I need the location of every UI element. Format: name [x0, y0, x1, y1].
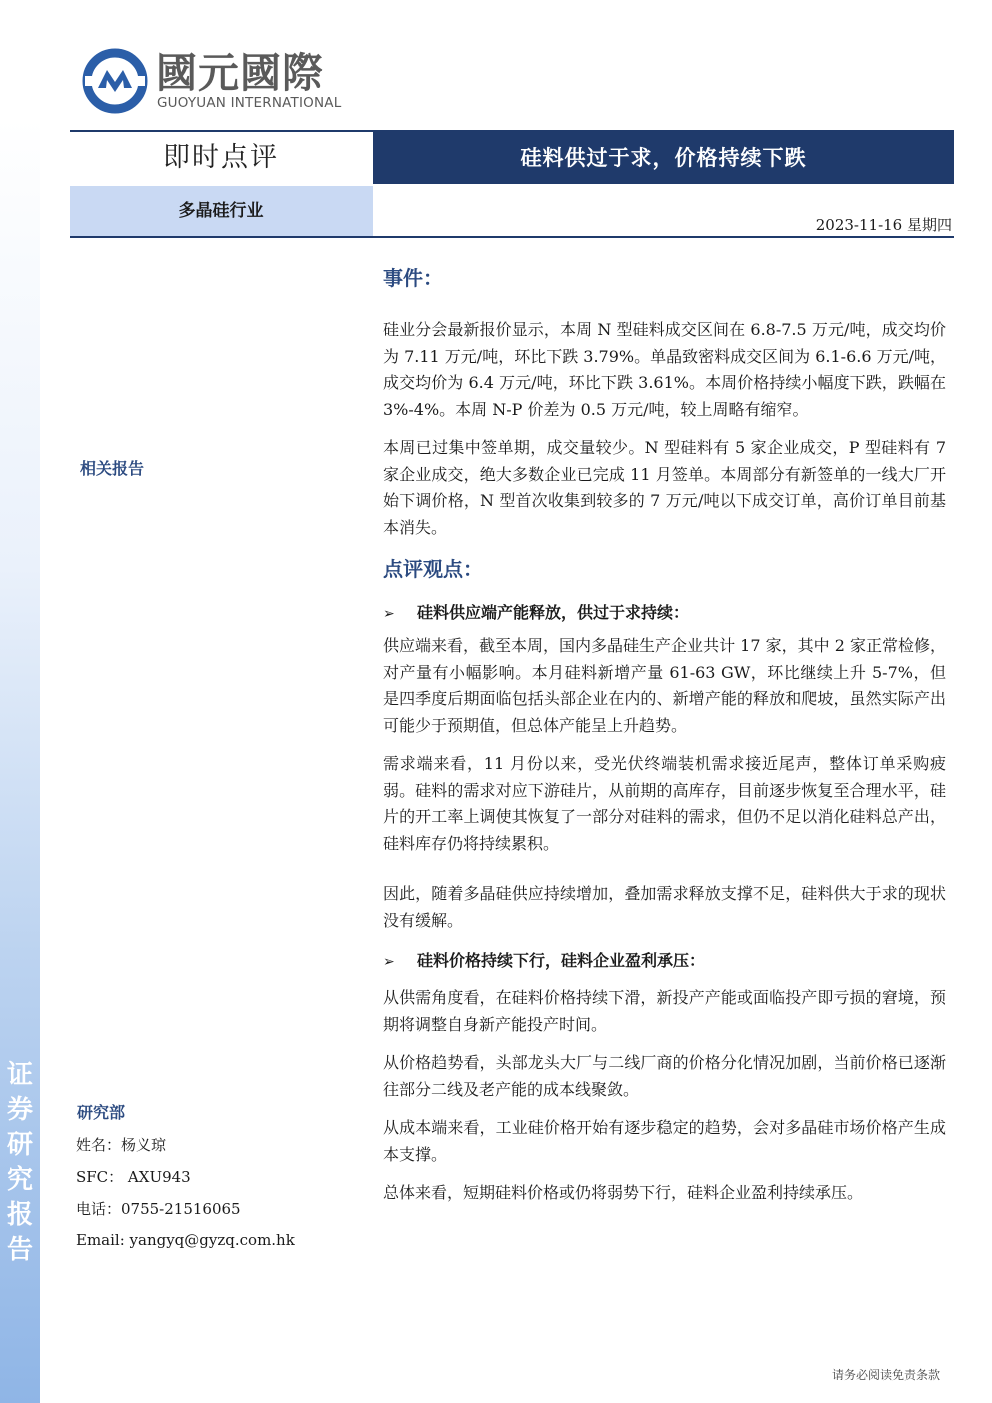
body-paragraph: 从成本端来看，工业硅价格开始有逐步稳定的趋势，会对多晶硅市场价格产生成本支撑。	[383, 1118, 946, 1164]
bullet-heading	[383, 948, 946, 975]
body-paragraph: 从供需角度看，在硅料价格持续下滑，新投产产能或面临投产即亏损的窘境，预期将调整自身新产能投产时间。	[383, 988, 946, 1034]
vertical-char: 证	[6, 1060, 33, 1090]
event-paragraph: 硅业分会最新报价显示，本周 N 型硅料成交区间在 6.8-7.5 万元/吨，成交均价为 7.11 万元/吨，环比下跌 3.79%。单晶致密料成交区间为 6.1-6.6 万元/吨，成交均价为 6.4 万元/吨，环比下跌 3.61%。本周价格持续小幅度下跌，跌幅在 3%-4%。本周 N-P 价差为 0.5 万元/吨，较上周略有缩窄。	[383, 320, 946, 419]
event-paragraph: 本周已过集中签单期，成交量较少。N 型硅料有 5 家企业成交，P 型硅料有 7 家企业成交，绝大多数企业已完成 11 月签单。本周部分有新签单的一线大厂开始下调价格，N 型首次收集到较多的 7 万元/吨以下成交订单，高价订单目前基本消失。	[383, 438, 946, 537]
vertical-char: 告	[6, 1235, 33, 1265]
report-date: 2023-11-16 星期四	[815, 216, 952, 234]
analyst-name: 姓名：杨义琼	[76, 1136, 167, 1154]
body-paragraph: 需求端来看，11 月份以来，受光伏终端装机需求接近尾声，整体订单采购疲弱。硅料的需求对应下游硅片，从前期的高库存，目前逐步恢复至合理水平，硅片的开工率上调使其恢复了一部分对硅料的需求，但仍不足以消化硅料总产出，硅料库存仍将持续累积。	[383, 754, 946, 853]
header-divider	[372, 186, 373, 236]
vertical-char: 报	[6, 1200, 33, 1230]
body-paragraph: 供应端来看，截至本周，国内多晶硅生产企业共计 17 家，其中 2 家正常检修，对产量有小幅影响。本月硅料新增产量 61-63 GW，环比继续上升 5-7%，但是四季度后期面临包括头部企业在内的、新增产能的释放和爬坡，虽然实际产出可能少于预期值，但总体产能呈上升趋势。	[383, 636, 946, 735]
footer-disclaimer[interactable]: 请务必阅读免责条款	[831, 1368, 940, 1382]
report-type: 即时点评	[163, 142, 279, 173]
bullet-arrow-icon: ➢	[383, 954, 395, 970]
analyst-email[interactable]: Email: yangyq@gyzq.com.hk	[76, 1231, 295, 1249]
report-title: 硅料供过于求，价格持续下跌	[373, 132, 954, 184]
main-content	[383, 262, 946, 1207]
body-paragraph: 总体来看，短期硅料价格或仍将弱势下行，硅料企业盈利持续承压。	[383, 1183, 864, 1202]
vertical-char: 究	[6, 1165, 33, 1195]
vertical-char: 券	[6, 1095, 33, 1125]
analyst-phone: 电话：0755-21516065	[76, 1200, 241, 1218]
department-heading: 研究部	[77, 1103, 126, 1122]
bullet-text: 硅料供应端产能释放，供过于求持续：	[417, 603, 690, 622]
event-heading: 事件：	[383, 266, 443, 290]
header-bottom-rule	[70, 236, 954, 238]
body-paragraph: 因此，随着多晶硅供应持续增加，叠加需求释放支撑不足，硅料供大于求的现状没有缓解。	[383, 884, 946, 930]
bullet-heading	[383, 600, 946, 627]
related-reports-heading: 相关报告	[80, 459, 145, 478]
analyst-sfc: SFC： AXU943	[76, 1168, 191, 1186]
bullet-arrow-icon: ➢	[383, 606, 395, 622]
industry-label: 多晶硅行业	[70, 186, 372, 236]
logo-text-en: GUOYUAN INTERNATIONAL	[157, 95, 342, 111]
vertical-char: 研	[6, 1130, 33, 1160]
body-paragraph: 从价格趋势看，头部龙头大厂与二线厂商的价格分化情况加剧，当前价格已逐渐往部分二线及老产能的成本线聚敛。	[383, 1053, 946, 1099]
comment-heading: 点评观点：	[383, 557, 483, 581]
vertical-label	[3, 1058, 37, 1268]
bullet-text: 硅料价格持续下行，硅料企业盈利承压：	[417, 951, 706, 970]
logo-text-cn: 國元國際	[156, 49, 324, 97]
guoyuan-logo-icon	[80, 48, 150, 114]
